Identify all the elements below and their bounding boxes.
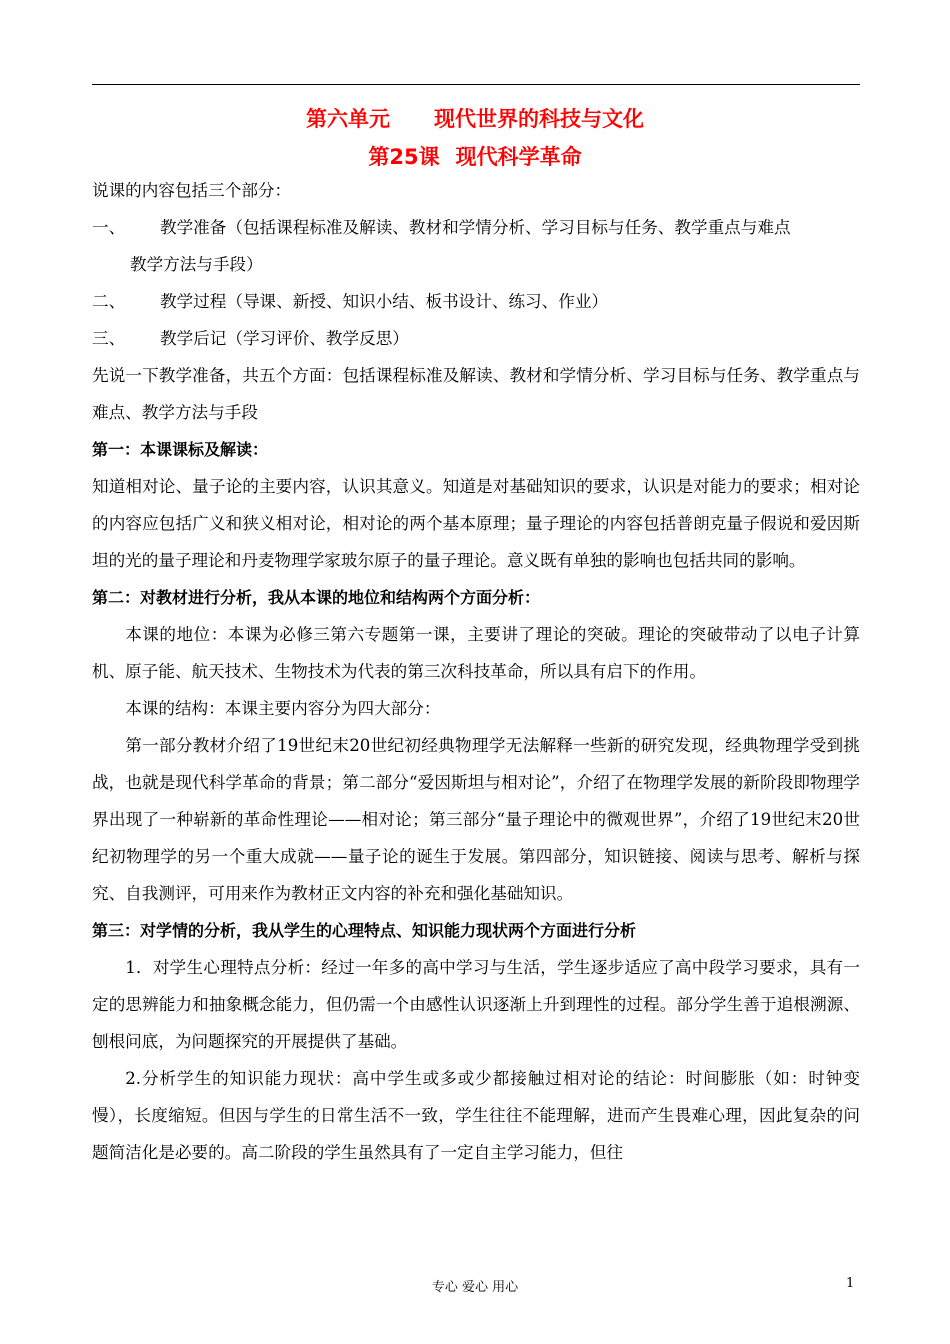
- part-number: 一、: [92, 218, 126, 237]
- section1-body: 知道相对论、量子论的主要内容，认识其意义。知道是对基础知识的要求，认识是对能力的要求；相对论的内容应包括广义和狭义相对论，相对论的两个基本原理；量子理论的内容包括普朗克量子假说和爱因斯坦的光的量子理论和丹麦物理学家玻尔原子的量子理论。意义既有单独的影响也包括共同的影响。: [92, 477, 860, 570]
- section3-psych: 1．对学生心理特点分析：经过一年多的高中学习与生活，学生逐步适应了高中段学习要求，具有一定的思辨能力和抽象概念能力，但仍需一个由感性认识逐渐上升到理性的过程。部分学生善于追根溯源、刨根问底，为问题探究的开展提供了基础。: [92, 958, 860, 1051]
- unit-label: 第六单元: [306, 107, 390, 131]
- part-number: 三、: [92, 329, 126, 348]
- part-number: 二、: [92, 292, 126, 311]
- footer-text: 专心 爱心 用心: [431, 1280, 519, 1295]
- section2-heading: 第二：对教材进行分析，我从本课的地位和结构两个方面分析：: [92, 588, 541, 607]
- lesson-title: [0, 141, 950, 171]
- section2-detail: 第一部分教材介绍了19世纪末20世纪初经典物理学无法解释一些新的研究发现，经典物理学受到挑战，也就是现代科学革命的背景；第二部分“爱因斯坦与相对论”，介绍了在物理学发展的新阶段即物理学界出现了一种崭新的革命性理论——相对论；第三部分“量子理论中的微观世界”，介绍了19世纪末20世纪初物理学的另一个重大成就——量子论的诞生于发展。第四部分，知识链接、阅读与思考、解析与探究、自我测评，可用来作为教材正文内容的补充和强化基础知识。: [92, 736, 860, 903]
- document-body: [92, 172, 860, 1171]
- unit-name: 现代世界的科技与文化: [434, 107, 644, 131]
- prep-intro-paragraph: 先说一下教学准备，共五个方面：包括课程标准及解读、教材和学情分析、学习目标与任务、教学重点与难点、教学方法与手段: [92, 366, 860, 422]
- part-item: [92, 320, 860, 357]
- part-continuation: 教学方法与手段）: [130, 255, 263, 274]
- part-item: [92, 283, 860, 320]
- header-rule: [92, 84, 860, 85]
- part-text: 教学准备（包括课程标准及解读、教材和学情分析、学习目标与任务、教学重点与难点: [160, 218, 791, 237]
- intro-paragraph: 说课的内容包括三个部分：: [92, 181, 292, 200]
- part-text: 教学后记（学习评价、教学反思）: [160, 329, 409, 348]
- section3-ability: 2.分析学生的知识能力现状：高中学生或多或少都接触过相对论的结论：时间膨胀（如：时钟变慢），长度缩短。但因与学生的日常生活不一致，学生往往不能理解，进而产生畏难心理，因此复杂的问题简洁化是必要的。高二阶段的学生虽然具有了一定自主学习能力，但往: [92, 1069, 860, 1162]
- section2-structure: 本课的结构：本课主要内容分为四大部分：: [125, 699, 441, 718]
- lesson-label: 第25课: [368, 145, 440, 169]
- unit-title: [0, 103, 950, 133]
- page-number: 1: [846, 1276, 855, 1291]
- part-item: [92, 209, 860, 246]
- lesson-name: 现代科学革命: [455, 145, 582, 169]
- section1-heading: 第一：本课课标及解读：: [92, 440, 269, 459]
- part-text: 教学过程（导课、新授、知识小结、板书设计、练习、作业）: [160, 292, 609, 311]
- section3-heading: 第三：对学情的分析，我从学生的心理特点、知识能力现状两个方面进行分析: [92, 921, 637, 940]
- section2-position: 本课的地位：本课为必修三第六专题第一课，主要讲了理论的突破。理论的突破带动了以电子计算机、原子能、航天技术、生物技术为代表的第三次科技革命，所以具有启下的作用。: [92, 625, 860, 681]
